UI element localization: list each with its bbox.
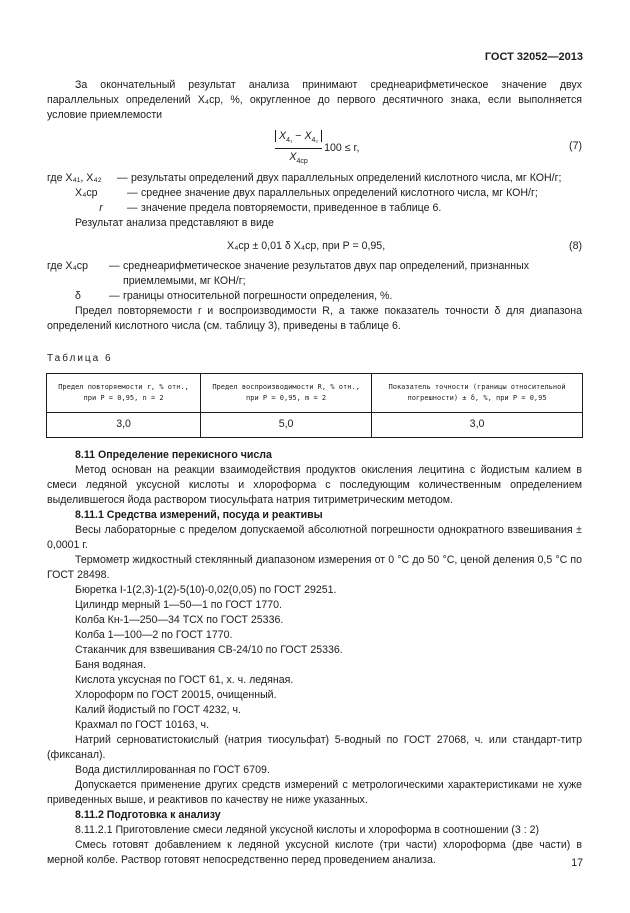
list-item: Бюретка I-1(2,3)-1(2)-5(10)-0,02(0,05) по ГОСТ 29251. [75,583,337,596]
section-8-11-text: Метод основан на реакции взаимодействия продуктов окисления лецитина с йодистым калием в смеси ледяной уксусной кислоты и хлороформа с последующим количественным определением выделившегося йода раствором тиосульфата натрия титриметрическим методом. [47,463,582,506]
formula-7-number: (7) [569,140,582,153]
list-item: Вода дистиллированная по ГОСТ 6709. [75,764,270,777]
subsection-8-11-2-1: 8.11.2.1 Приготовление смеси ледяной уксусной кислоты и хлороформа в соотношении (3 : 2) [75,824,540,837]
formula-7-fraction: $\frac{X_{4_1} - X_{4_2}}{X_{4ср}}$ [275,129,322,167]
para-final-result: За окончательный результат анализа принимают среднеарифметическое значение двух параллельных определений X₄ср, %, округленное до первого десятичного знака, если выполняется условие приемлемости [47,79,582,122]
table-cell: 3,0 [372,412,583,437]
list-item: Термометр жидкостный стеклянный диапазоном измерения от 0 °С до 50 °С, ценой деления 0,5 °С по ГОСТ 28498. [47,553,582,581]
list-item: Колба Кн-1—250—34 ТСХ по ГОСТ 25336. [75,613,284,626]
list-item: Калий йодистый по ГОСТ 4232, ч. [75,704,241,717]
table-header-row [47,373,583,412]
section-title-8-11: 8.11 Определение перекисного числа [75,448,272,461]
list-item: Крахмал по ГОСТ 10163, ч. [75,719,210,732]
section-title-8-11-2: 8.11.2 Подготовка к анализу [75,809,221,822]
list-item: Натрий серноватистокислый (натрия тиосульфат) 5-водный по ГОСТ 27068, ч. или стандарт-титр (фиксанал). [47,734,582,762]
list-item: Баня водяная. [75,659,146,671]
page-number: 17 [571,857,583,869]
page-content [47,78,582,868]
list-item: Цилиндр мерный 1—50—1 по ГОСТ 1770. [75,598,282,611]
section-title-8-11-1: 8.11.1 Средства измерений, посуда и реактивы [75,508,323,521]
section-8-11-2-text: Смесь готовят добавлением к ледяной уксусной кислоте (три части) хлороформа (две части) в мерной колбе. Раствор готовят непосредственно перед проведением анализа. [47,839,582,867]
formula-8-number: (8) [569,240,582,253]
list-item: Хлороформ по ГОСТ 20015, очищенный. [75,689,277,702]
list-item: Допускается применение других средств измерений с метрологическими характеристиками не хуже приведенных выше, и реактивов по качеству не ниже указанных. [47,779,582,807]
definition-row: r — значение предела повторяемости, приведенное в таблице 6. [99,202,442,215]
table-caption: Таблица 6 [47,353,113,365]
table-cell: 5,0 [201,412,372,437]
para-limits: Предел повторяемости r и воспроизводимости R, а также показатель точности δ для диапазона определений кислотного числа (см. таблицу 3), приведены в таблице 6. [47,305,582,333]
standard-code: ГОСТ 32052—2013 [484,51,583,63]
table-header-cell: Предел повторяемости r, % отн., при P = 0,95, n = 2 [47,373,201,412]
table-header-cell: Предел воспроизводимости R, % отн., при P = 0,95, m = 2 [201,373,372,412]
list-item: Стаканчик для взвешивания СВ-24/10 по ГОСТ 25336. [75,643,343,656]
table-row [47,412,583,437]
list-item: Колба 1—100—2 по ГОСТ 1770. [75,628,233,641]
list-item: Кислота уксусная по ГОСТ 61, х. ч. ледяная. [75,674,294,687]
definition-row: X₄ср — среднее значение двух параллельных определений кислотного числа, мг КОН/г; [75,187,538,200]
formula-8-expr: X₄ср ± 0,01 δ X₄ср, при P = 0,95, [227,240,386,253]
formula-7-rhs: 100 ≤ r, [324,141,360,154]
table-cell: 3,0 [47,412,201,437]
formula-7 [47,127,582,171]
definition-row: δ — границы относительной погрешности определения, %. [75,290,393,303]
definition-row: где X₄₁, X₄₂ — результаты определений двух параллельных определений кислотного числа, мг КОН/г; [47,172,562,185]
formula-8 [47,237,582,259]
definition-row: где X₄ср — среднеарифметическое значение результатов двух пар определений, признанных приемлемыми, мг КОН/г; [47,260,530,288]
table-header-cell: Показатель точности (границы относительной погрешности) ± δ, %, при P = 0,95 [372,373,583,412]
result-intro: Результат анализа представляют в виде [75,217,274,230]
list-item: Весы лабораторные с пределом допускаемой абсолютной погрешности однократного взвешивания ± 0,0001 г. [47,523,582,551]
table-6 [46,373,583,438]
